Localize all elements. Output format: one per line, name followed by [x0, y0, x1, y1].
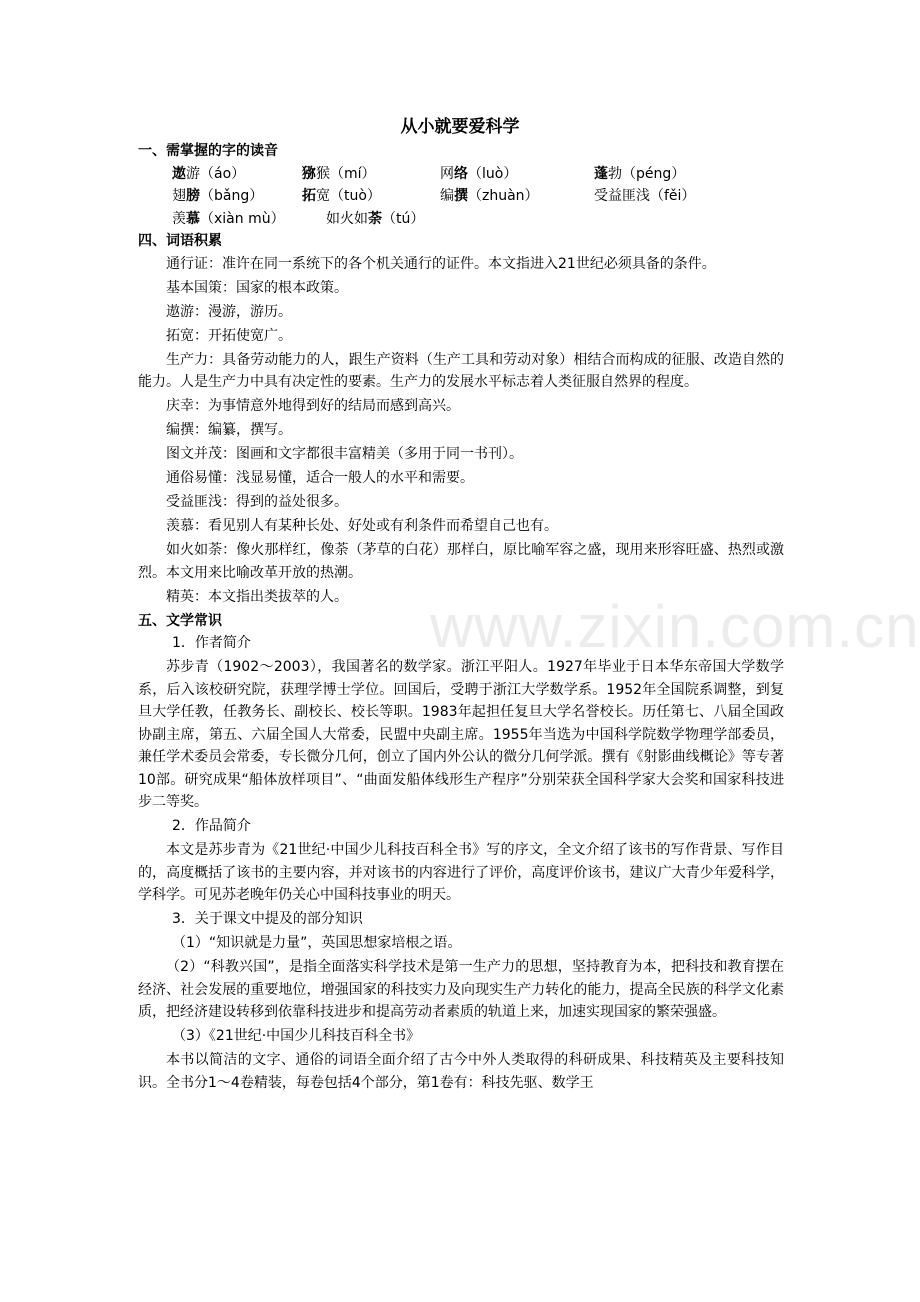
knowledge-item: （3）《21世纪·中国少儿科技百科全书》 [172, 1028, 421, 1044]
vocab-row [138, 163, 784, 186]
vocab-definition: 基本国策：国家的根本政策。 [166, 279, 348, 296]
book-paragraph: 本书以简洁的文字、通俗的词语全面介绍了古今中外人类取得的科研成果、科技精英及主要科技知识。全书分1～4卷精装，每卷包括4个部分，第1卷有：科技先驱、数学王 [138, 1052, 784, 1091]
subheading-author: 1．作者简介 [172, 635, 251, 651]
vocab-definition: 庆幸：为事情意外地得到好的结局而感到高兴。 [166, 398, 460, 414]
vocab-definition: 遨游：漫游，游历。 [166, 303, 292, 320]
vocab-row [138, 208, 784, 231]
vocab-definition: 生产力：具备劳动能力的人，跟生产资料（生产工具和劳动对象）相结合而构成的征服、改造自然的能力。人是生产力中具有决定性的要素。生产力的发展水平标志着人类征服自然界的程度。 [138, 351, 784, 390]
vocab-item: 蓬勃（péng） [594, 165, 686, 182]
section-heading-literature: 五、文学常识 [138, 612, 222, 629]
section-heading-pronunciation: 一、需掌握的字的读音 [138, 143, 278, 159]
document-body [138, 140, 784, 1096]
vocab-item: 羡慕（xiàn mù） [172, 210, 285, 227]
vocab-definition: 羡慕：看见别人有某种长处、好处或有利条件而希望自己也有。 [166, 518, 558, 534]
section-heading-vocabulary: 四、词语积累 [138, 233, 222, 249]
vocab-definition: 精英：本文指出类拔萃的人。 [166, 588, 348, 605]
vocab-definition: 编撰：编纂，撰写。 [166, 422, 292, 438]
subheading-work: 2．作品简介 [172, 818, 251, 834]
vocab-definition: 通行证：准许在同一系统下的各个机关通行的证件。本文指进入21世纪必须具备的条件。 [166, 255, 716, 272]
knowledge-item: （2）“科教兴国”，是指全面落实科学技术是第一生产力的思想，坚持教育为本，把科技和教育摆在经济、社会发展的重要地位，增强国家的科技实力及向现实生产力转化的能力，提高全民族的科学文化素质，把经济建设转移到依靠科技进步和提高劳动者素质的轨道上来，加速实现国家的繁荣强盛。 [138, 959, 784, 1020]
page-title: 从小就要爱科学 [400, 117, 520, 137]
vocab-row [138, 185, 784, 208]
vocab-item: 翅膀（bǎng） [172, 188, 264, 204]
watermark: www.zixin.com.cn [430, 593, 920, 660]
vocab-definition: 拓宽：开拓使宽广。 [166, 327, 292, 344]
vocab-item: 猕猴（mí） [302, 165, 376, 182]
vocab-item: 遨游（áo） [172, 165, 246, 182]
vocab-definition: 通俗易懂：浅显易懂，适合一般人的水平和需要。 [166, 470, 474, 486]
vocab-item: 受益匪浅（fěi） [594, 188, 696, 204]
work-paragraph: 本文是苏步青为《21世纪·中国少儿科技百科全书》写的序文，全文介绍了该书的写作背景、写作目的，高度概括了该书的主要内容，并对该书的内容进行了评价，高度评价该书，建议广大青少年爱科学，学科学。可见苏老晚年仍关心中国科技事业的明天。 [138, 842, 784, 903]
subheading-knowledge: 3．关于课文中提及的部分知识 [172, 911, 363, 927]
vocab-item: 网络（luò） [440, 165, 518, 182]
author-paragraph: 苏步青（1902～2003），我国著名的数学家。浙江平阳人。1927年毕业于日本华东帝国大学数学系，后入该校研究院，获理学博士学位。回国后，受聘于浙江大学数学系。1952年全国院系调整，到复旦大学任教，任教务长、副校长、校长等职。1983年起担任复旦大学名誉校长。历任第七、八届全国政协副主席，第五、六届全国人大常委，民盟中央副主席。1955年当选为中国科学院数学物理学部委员，兼任学术委员会常委，专长微分几何，创立了国内外公认的微分几何学派。撰有《射影曲线概论》等专著10部。研究成果“船体放样项目”、“曲面发船体线形生产程序”分别荣获全国科学家大会奖和国家科技进步二等奖。 [138, 659, 784, 810]
vocab-item: 如火如荼（tú） [326, 210, 425, 227]
vocab-item: 编撰（zhuàn） [440, 188, 539, 204]
knowledge-item: （1）“知识就是力量”，英国思想家培根之语。 [172, 935, 462, 951]
vocab-item: 拓宽（tuò） [302, 188, 381, 204]
vocab-definition: 受益匪浅：得到的益处很多。 [166, 494, 348, 510]
vocab-definition: 图文并茂：图画和文字都很丰富精美（多用于同一书刊）。 [166, 446, 523, 462]
vocab-definition: 如火如荼：像火那样红，像荼（茅草的白花）那样白，原比喻军容之盛，现用来形容旺盛、热烈或激烈。本文用来比喻改革开放的热潮。 [138, 542, 784, 581]
